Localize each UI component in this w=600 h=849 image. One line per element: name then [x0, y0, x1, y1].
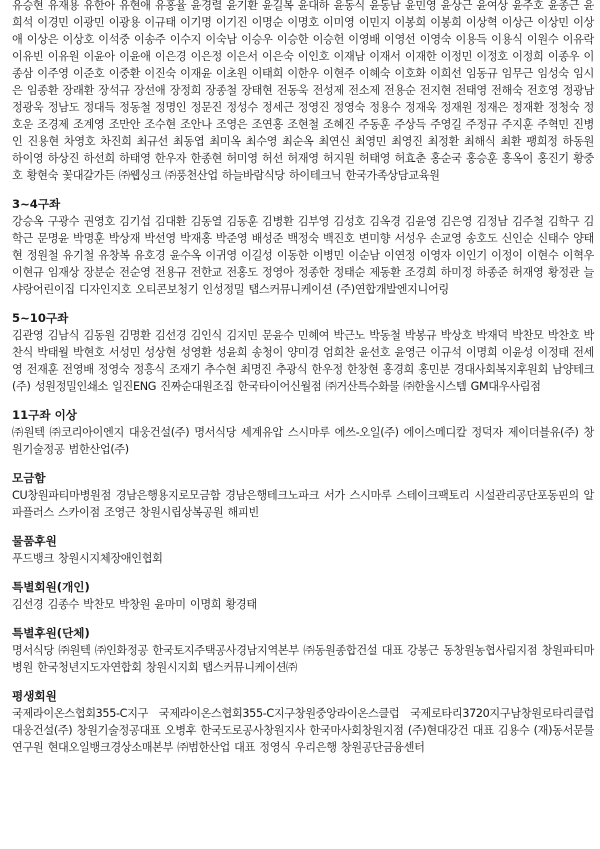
- section-special-sponsor-group: [12, 625, 594, 676]
- section-special-member-individual: [12, 579, 594, 613]
- section-title: 11구좌 이상: [12, 408, 77, 422]
- section-body: ㈜원텍 ㈜코리아이엔지 대웅건설(주) 명서식당 세계유압 스시마루 에쓰-오일(주) 에이스메디칼 정덕자 제이더블유(주) 창원기술정공 범한산업(주): [12, 426, 594, 456]
- section-title: 물품후원: [12, 534, 57, 548]
- section-body: 국제라이온스협회355-C지구 국제라이온스협회355-C지구창원중앙라이온스클럽 국제로타리3720지구남창원로타리클럽 대웅건설(주) 창원기술정공대표 오병후 한국도로공사창원지사 한국마사회창원지점 (주)현대강건 대표 김용수 (재)동서문물연구원 현대오일뱅크경상소매본부 ㈜범한산업 대표 정영식 우리은행 창원공단금융센터: [12, 707, 594, 754]
- section-body: 김선경 김종수 박찬모 박창원 윤마미 이명희 황경태: [12, 598, 257, 611]
- section-body: CU창원파티마병원점 경남은행용지로모금함 경남은행테크노파크 서가 스시마루 스테이크팩토리 시설관리공단포동핀의 알파플러스 스카이점 조영근 창원시립상복공원 해피빈: [12, 489, 594, 519]
- section-title: 모금함: [12, 471, 46, 485]
- section-5-10-accounts: [12, 310, 594, 395]
- section-11-plus-accounts: [12, 407, 594, 458]
- section-body: 강승옥 구광수 권영호 김기섭 김대환 김동열 김동훈 김병환 김부영 김성호 김옥경 김윤영 김은영 김정남 김주철 김학구 김학근 문명윤 박명훈 박상재 박선영 박재홍 박준영 배성준 백정숙 백진호 변미향 서성우 손교영 송호도 신인순 신태수 양태현 정원철 유기철 유창복 유호경 윤수옥 이귀영 이길성 이동한 이병민 이순남 이연정 이영자 이인기 이정이 이현수 이혁우 이현규 임재상 장분순 전순영 전용규 전한교 전홍도 정영아 정종한 정태순 제동환 조경희 하미정 하종준 허재영 황정관 늘샤랑어린이집 디자인지호 오티콘보청기 인성정밀 탭스커뮤니케이션 (주)연합개발엔지니어링: [12, 215, 594, 296]
- donor-names-paragraph: 유승현 유재용 유한아 유현애 유홍율 윤경렬 윤기환 윤길복 윤대하 윤동식 윤동남 윤민영 윤상근 윤여상 윤주호 윤종근 윤희석 이경민 이광민 이광용 이규태 이기명 이기진 이명순 이명호 이미영 이민지 이봉희 이봉희 이상혁 이상근 이상민 이상애 이상은 이상호 이석중 이송주 이수지 이숙남 이승우 이승한 이승헌 이영배 이영선 이영숙 이용득 이용식 이원수 이유락 이유빈 이유원 이윤아 이윤애 이은경 이은정 이은서 이은숙 이인호 이재남 이재서 이재한 이정민 이정호 이정희 이종우 이종삼 이주영 이준호 이중환 이진숙 이재윤 이초원 이태희 이한우 이현주 이혜숙 이호화 이희선 임동규 임무근 임성숙 임시은 임종환 장래환 장석규 장선애 장정희 장종철 장태현 전동욱 전성제 전소제 전용순 전지현 전태영 전해숙 전호영 정광남 정광욱 정남도 정대득 정동철 정명인 정문진 정성수 정세근 정영진 정영숙 정용수 정재욱 정재원 정재은 정재환 정청숙 정호운 조경제 조계영 조만안 조수현 조안나 조영은 조연홍 조현철 조혜진 주동훈 주상득 주영길 주정규 주지훈 주혁민 진병인 진용현 차영호 차진희 최규선 최동엽 최미옥 최수영 최순옥 최연신 최영민 최영진 최정환 최해식 최환 팽희정 하동원 하이영 하상진 하선희 하태영 한우자 한종현 허미영 허선 허재영 허지원 허태영 허효춘 홍순국 홍승훈 홍옥이 홍진기 황중호 황현숙 꽃대갈가든 ㈜웹싱크 ㈜풍천산업 하늘바람식당 하이테크닉 한국가족상담교육원: [12, 0, 594, 182]
- section-title: 특별후원(단체): [12, 626, 90, 640]
- section-3-4-accounts: [12, 196, 594, 298]
- section-title: 특별회원(개인): [12, 580, 90, 594]
- section-title: 5~10구좌: [12, 311, 69, 325]
- donor-list-page: [12, 0, 594, 756]
- section-lifetime-member: [12, 688, 594, 756]
- section-donation-box: [12, 470, 594, 521]
- section-body: 김관영 김남식 김동원 김명환 김선경 김인식 김지민 문윤수 민혜여 박근노 박동철 박봉규 박상호 박재덕 박찬모 박찬호 박찬식 박태월 박현호 서성민 성상현 성영환 성윤희 송청이 양미경 엄희찬 윤선호 윤영근 이규석 이명희 이윤성 이정태 전세영 전재훈 전영배 정영숙 정흥식 조재기 추수현 최명진 추광식 한우정 한창현 홍경희 홍민분 경대사회복지후원회 남양테크 (주) 성원정밀인쇄소 일진ENG 진짜순대원조집 한국타이어신월점 ㈜거산특수화물 ㈜한울시스템 GM대우사림점: [12, 329, 594, 393]
- section-body: 명서식당 ㈜원텍 ㈜인화정공 한국토지주택공사경남지역본부 ㈜동원종합건설 대표 강봉근 동창원농협사림지점 창원파티마병원 한국청년지도자연합회 창원시지회 탭스커뮤니케이션㈜: [12, 644, 594, 674]
- section-goods-donation: [12, 533, 594, 567]
- section-title: 3~4구좌: [12, 197, 61, 211]
- section-body: 푸드뱅크 창원시지체장애인협회: [12, 552, 163, 565]
- section-title: 평생회원: [12, 689, 57, 703]
